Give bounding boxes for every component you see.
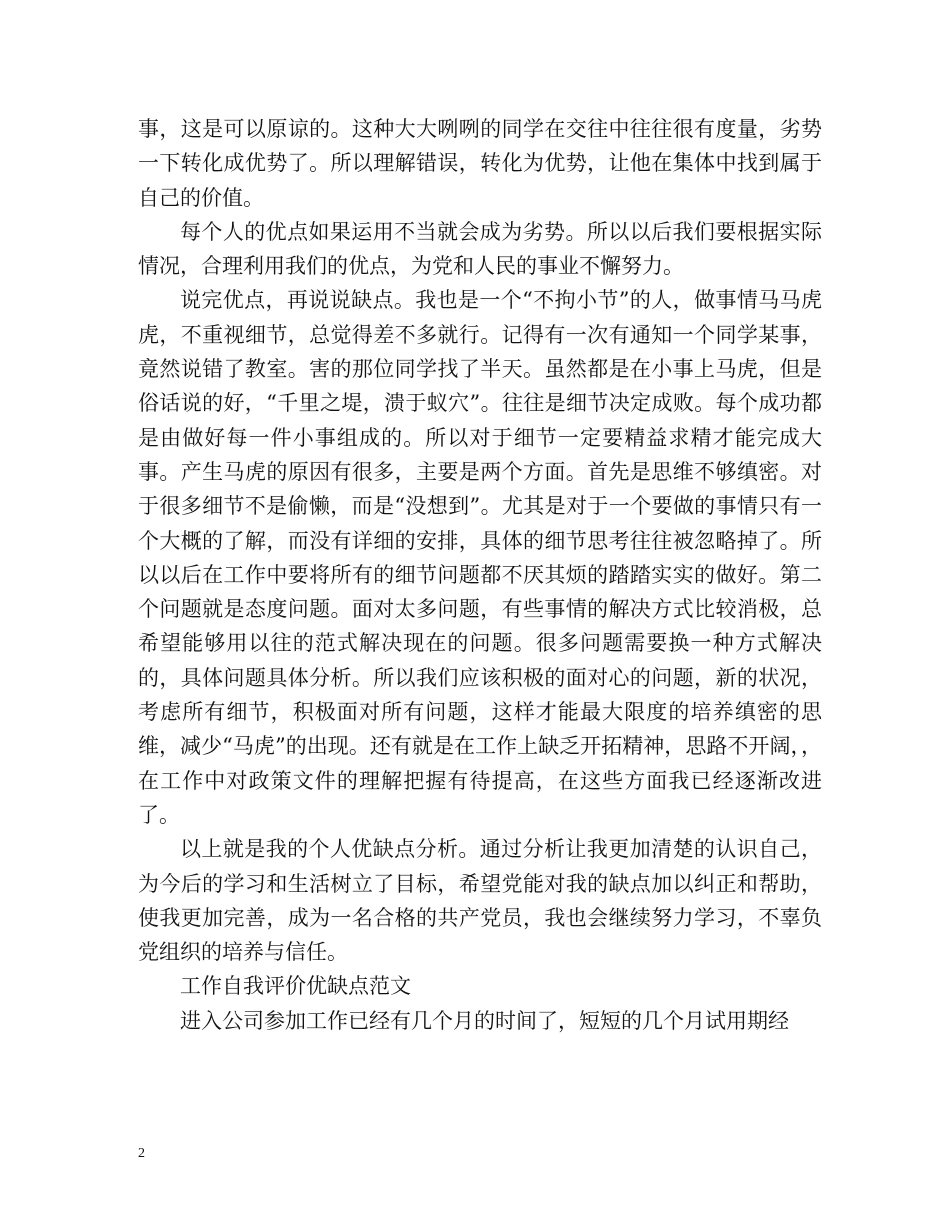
paragraph: 说完优点，再说说缺点。我也是一个“不拘小节”的人，做事情马马虎虎，不重视细节，总觉得差不多就行。记得有一次有通知一个同学某事，竟然说错了教室。害的那位同学找了半天。虽然都是在小事上马虎，但是俗话说的好，“千里之堤，溃于蚁穴”。往往是细节决定成败。每个成功都是由做好每一件小事组成的。所以对于细节一定要精益求精才能完成大事。产生马虎的原因有很多，主要是两个方面。首先是思维不够缜密。对于很多细节不是偷懒，而是“没想到”。尤其是对于一个要做的事情只有一个大概的了解，而没有详细的安排，具体的细节思考往往被忽略掉了。所以以后在工作中要将所有的细节问题都不厌其烦的踏踏实实的做好。第二个问题就是态度问题。面对太多问题，有些事情的解决方式比较消极，总希望能够用以往的范式解决现在的问题。很多问题需要换一种方式解决的，具体问题具体分析。所以我们应该积极的面对心的问题，新的状况，考虑所有细节，积极面对所有问题，这样才能最大限度的培养缜密的思维，减少“马虎”的出现。还有就是在工作上缺乏开拓精神，思路不开阔，，在工作中对政策文件的理解把握有待提高，在这些方面我已经逐渐改进了。 xyxy=(138,288,822,827)
page-number: 2 xyxy=(138,1146,145,1161)
document-body xyxy=(138,112,822,1038)
paragraph: 事，这是可以原谅的。这种大大咧咧的同学在交往中往往很有度量，劣势一下转化成优势了。所以理解错误，转化为优势，让他在集体中找到属于自己的价值。 xyxy=(138,117,822,210)
paragraph: 每个人的优点如果运用不当就会成为劣势。所以以后我们要根据实际情况，合理利用我们的优点，为党和人民的事业不懈努力。 xyxy=(138,219,822,279)
paragraph: 进入公司参加工作已经有几个月的时间了，短短的几个月试用期经 xyxy=(180,1008,789,1033)
section-heading: 工作自我评价优缺点范文 xyxy=(180,974,411,999)
paragraph: 以上就是我的个人优缺点分析。通过分析让我更加清楚的认识自己，为今后的学习和生活树立了目标，希望党能对我的缺点加以纠正和帮助，使我更加完善，成为一名合格的共产党员，我也会继续努力学习，不辜负党组织的培养与信任。 xyxy=(138,837,822,965)
